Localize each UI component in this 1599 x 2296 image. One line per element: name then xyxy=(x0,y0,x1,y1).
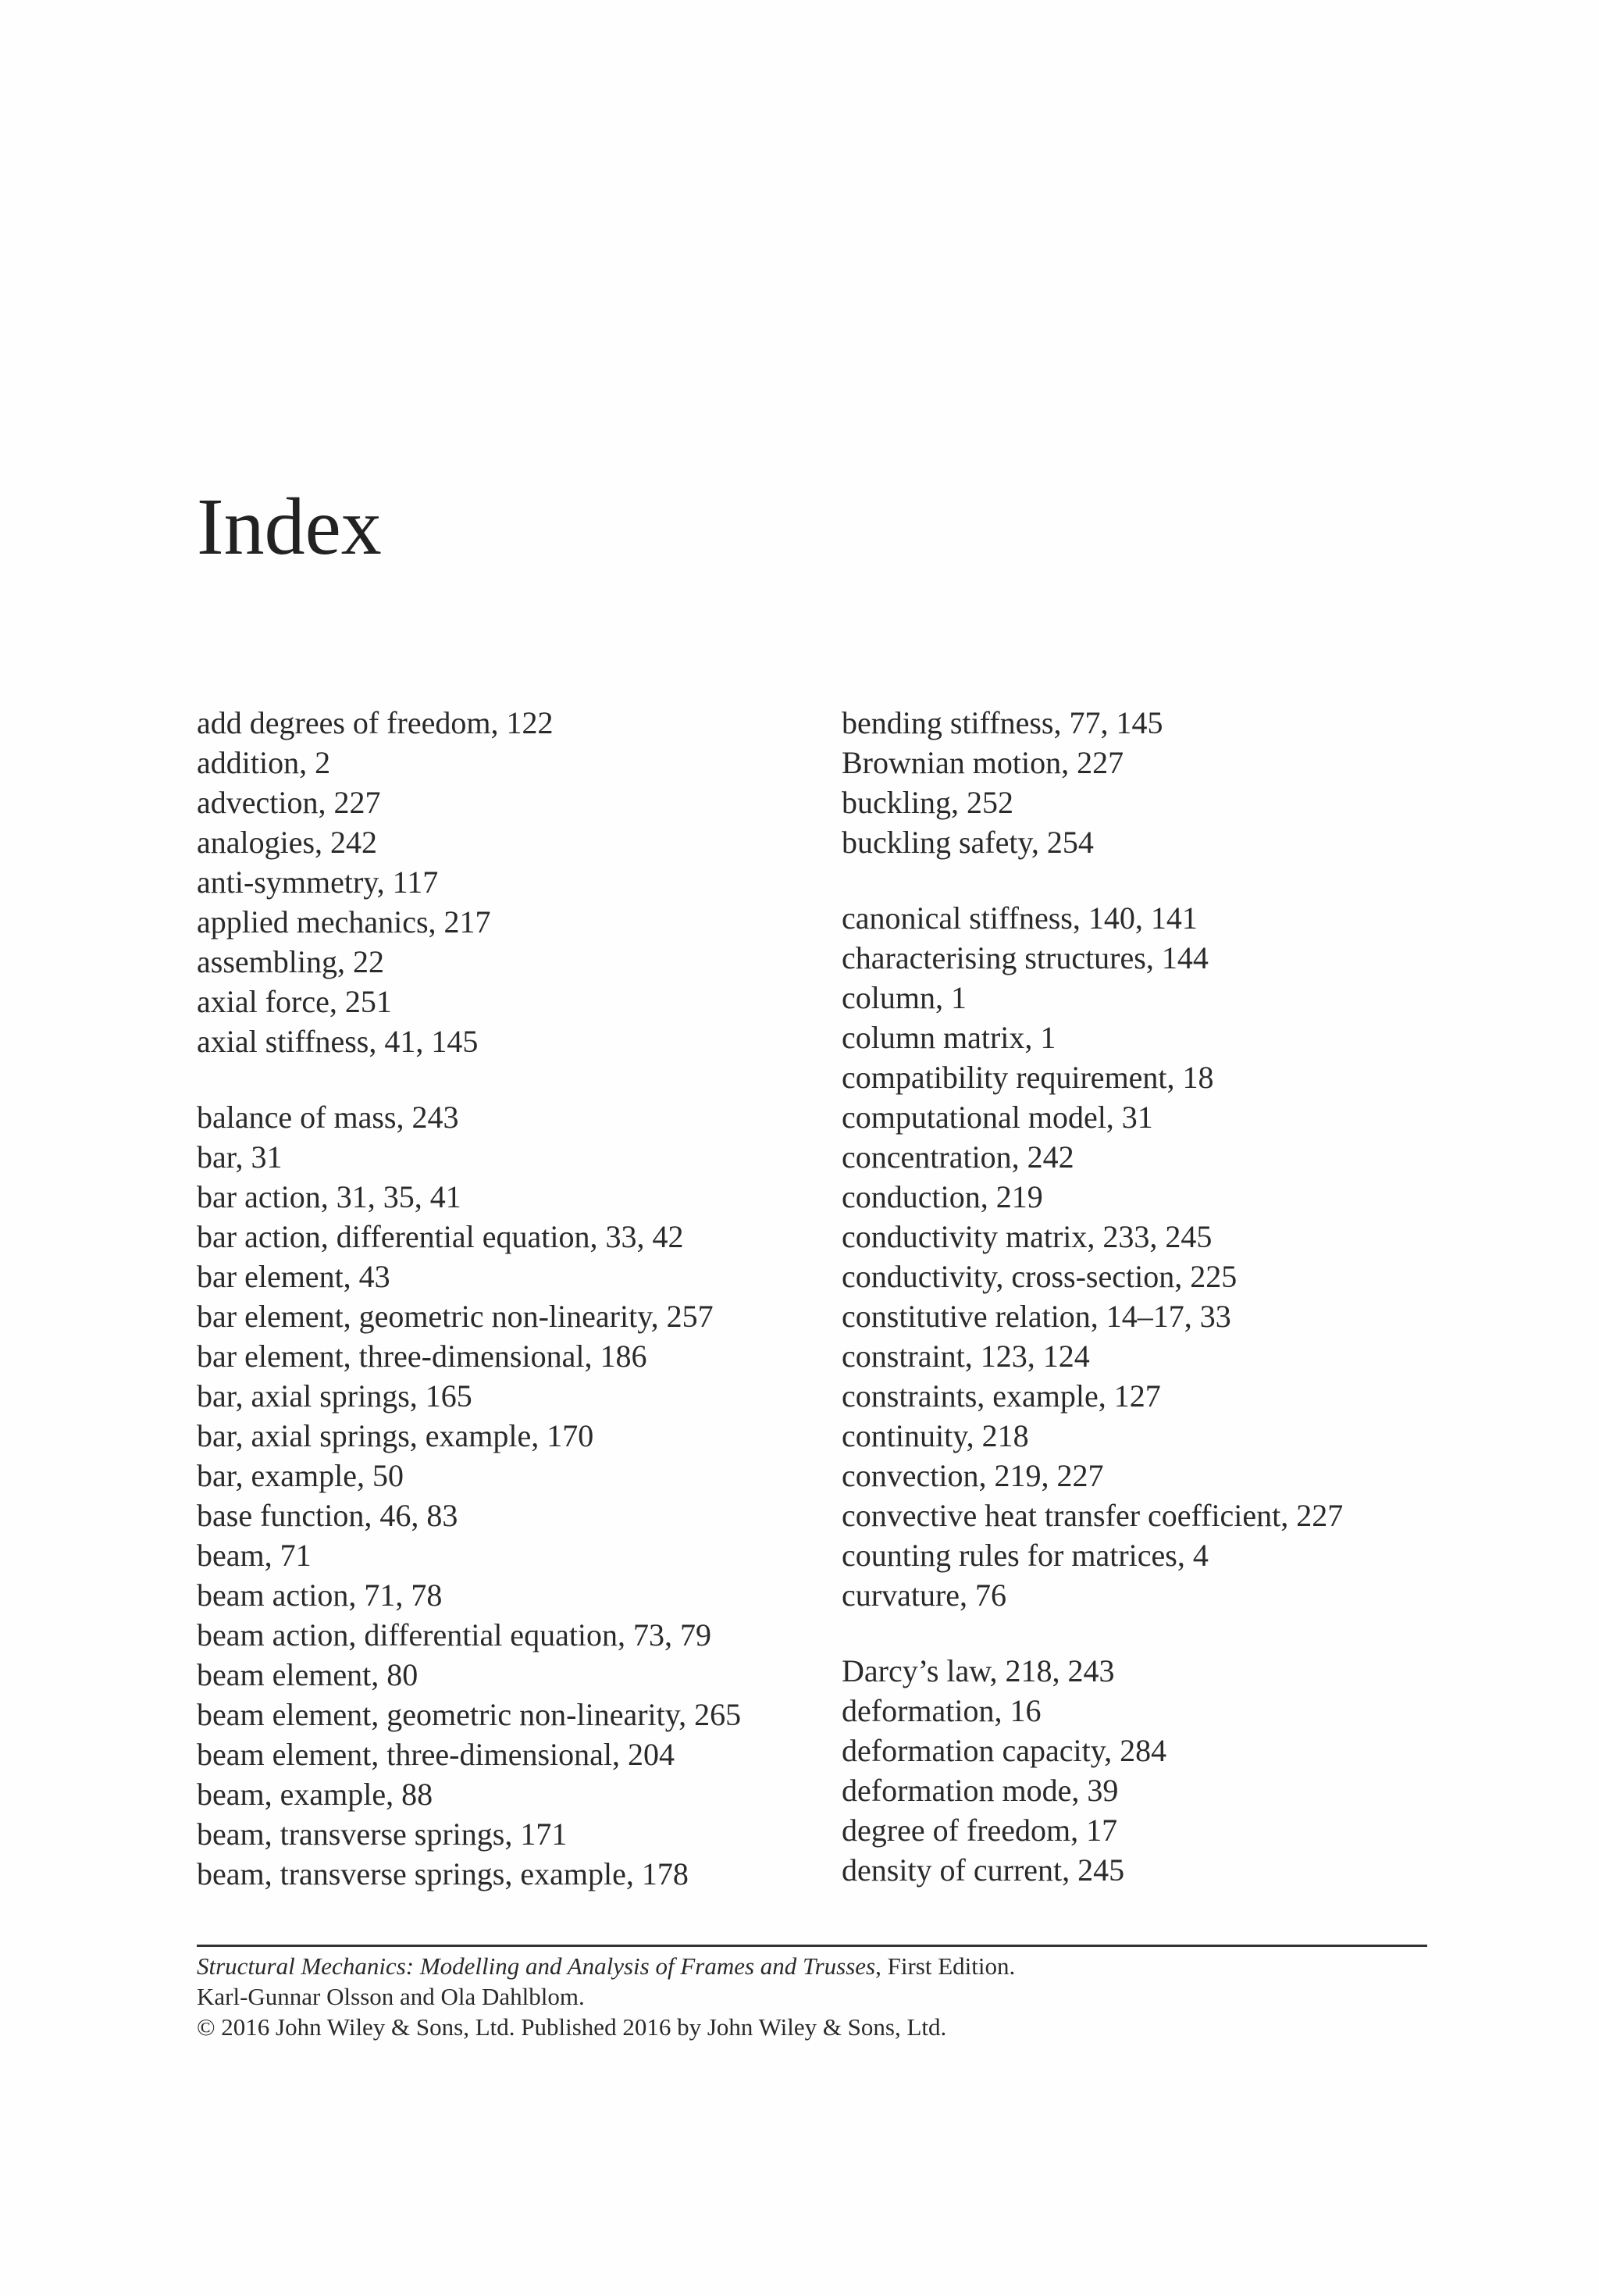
footer-book-line xyxy=(197,1951,1015,1981)
index-entry: bending stiffness, 77, 145 xyxy=(842,705,1163,740)
index-entry: column matrix, 1 xyxy=(842,1020,1056,1055)
index-entry: counting rules for matrices, 4 xyxy=(842,1538,1209,1573)
index-group xyxy=(197,1097,821,1894)
index-entry: beam element, 80 xyxy=(197,1657,418,1692)
index-entry: conduction, 219 xyxy=(842,1179,1043,1214)
index-entry: axial stiffness, 41, 145 xyxy=(197,1024,479,1059)
index-group xyxy=(197,703,821,1061)
index-entry: beam element, geometric non-linearity, 265 xyxy=(197,1697,742,1732)
index-entry: conductivity matrix, 233, 245 xyxy=(842,1219,1213,1254)
index-entry: curvature, 76 xyxy=(842,1578,1007,1613)
index-entry: deformation capacity, 284 xyxy=(842,1733,1167,1768)
index-entry: anti-symmetry, 117 xyxy=(197,865,439,900)
index-entry: column, 1 xyxy=(842,980,967,1015)
book-title: Structural Mechanics: Modelling and Analysis of Frames and Trusses xyxy=(197,1952,876,1980)
index-entry: applied mechanics, 217 xyxy=(197,904,491,939)
index-entry: characterising structures, 144 xyxy=(842,940,1209,975)
index-column-left xyxy=(197,703,821,1930)
index-entry: compatibility requirement, 18 xyxy=(842,1060,1214,1095)
index-entry: constitutive relation, 14–17, 33 xyxy=(842,1299,1231,1334)
index-entry: conductivity, cross-section, 225 xyxy=(842,1259,1238,1294)
index-entry: beam action, 71, 78 xyxy=(197,1578,443,1613)
index-entry: beam, 71 xyxy=(197,1538,312,1573)
index-entry: balance of mass, 243 xyxy=(197,1100,459,1135)
index-entry: bar element, geometric non-linearity, 257 xyxy=(197,1299,714,1334)
index-entry: bar element, three-dimensional, 186 xyxy=(197,1339,647,1374)
index-entry: convection, 219, 227 xyxy=(842,1458,1104,1493)
index-entry: assembling, 22 xyxy=(197,944,384,979)
index-entry: bar, axial springs, example, 170 xyxy=(197,1418,594,1453)
index-column-right xyxy=(842,703,1544,1926)
index-entry: beam element, three-dimensional, 204 xyxy=(197,1737,675,1772)
index-entry: degree of freedom, 17 xyxy=(842,1813,1118,1848)
index-entry: buckling, 252 xyxy=(842,785,1013,820)
index-entry: axial force, 251 xyxy=(197,984,392,1019)
index-entry: bar, 31 xyxy=(197,1139,283,1175)
page-title: Index xyxy=(197,482,382,572)
index-entry: beam, transverse springs, example, 178 xyxy=(197,1856,689,1891)
index-entry: beam action, differential equation, 73, 79 xyxy=(197,1617,712,1652)
index-entry: Darcy’s law, 218, 243 xyxy=(842,1653,1115,1688)
copyright-footer xyxy=(197,1951,1015,2042)
index-group xyxy=(842,703,1544,862)
index-group xyxy=(842,898,1544,1615)
index-entry: base function, 46, 83 xyxy=(197,1498,458,1533)
index-entry: density of current, 245 xyxy=(842,1852,1125,1888)
index-entry: deformation mode, 39 xyxy=(842,1773,1119,1808)
index-entry: bar element, 43 xyxy=(197,1259,390,1294)
index-entry: bar action, differential equation, 33, 42 xyxy=(197,1219,684,1254)
index-entry: bar, example, 50 xyxy=(197,1458,404,1493)
index-entry: add degrees of freedom, 122 xyxy=(197,705,554,740)
index-entry: canonical stiffness, 140, 141 xyxy=(842,900,1198,936)
index-entry: concentration, 242 xyxy=(842,1139,1074,1175)
index-entry: computational model, 31 xyxy=(842,1100,1153,1135)
index-entry: buckling safety, 254 xyxy=(842,825,1094,860)
footer-authors: Karl-Gunnar Olsson and Ola Dahlblom. xyxy=(197,1983,585,2010)
index-entry: constraints, example, 127 xyxy=(842,1378,1161,1414)
index-group xyxy=(842,1651,1544,1890)
index-entry: beam, transverse springs, 171 xyxy=(197,1816,568,1852)
index-entry: continuity, 218 xyxy=(842,1418,1029,1453)
footer-copyright: © 2016 John Wiley & Sons, Ltd. Published 2016 by John Wiley & Sons, Ltd. xyxy=(197,2013,947,2041)
index-entry: bar, axial springs, 165 xyxy=(197,1378,472,1414)
index-entry: bar action, 31, 35, 41 xyxy=(197,1179,461,1214)
index-entry: addition, 2 xyxy=(197,745,331,780)
index-entry: analogies, 242 xyxy=(197,825,378,860)
index-entry: convective heat transfer coefficient, 227 xyxy=(842,1498,1344,1533)
footer-divider xyxy=(197,1945,1427,1947)
index-entry: deformation, 16 xyxy=(842,1693,1042,1728)
index-entry: Brownian motion, 227 xyxy=(842,745,1124,780)
index-entry: advection, 227 xyxy=(197,785,381,820)
index-entry: constraint, 123, 124 xyxy=(842,1339,1090,1374)
book-edition: , First Edition. xyxy=(875,1952,1016,1980)
index-entry: beam, example, 88 xyxy=(197,1777,433,1812)
